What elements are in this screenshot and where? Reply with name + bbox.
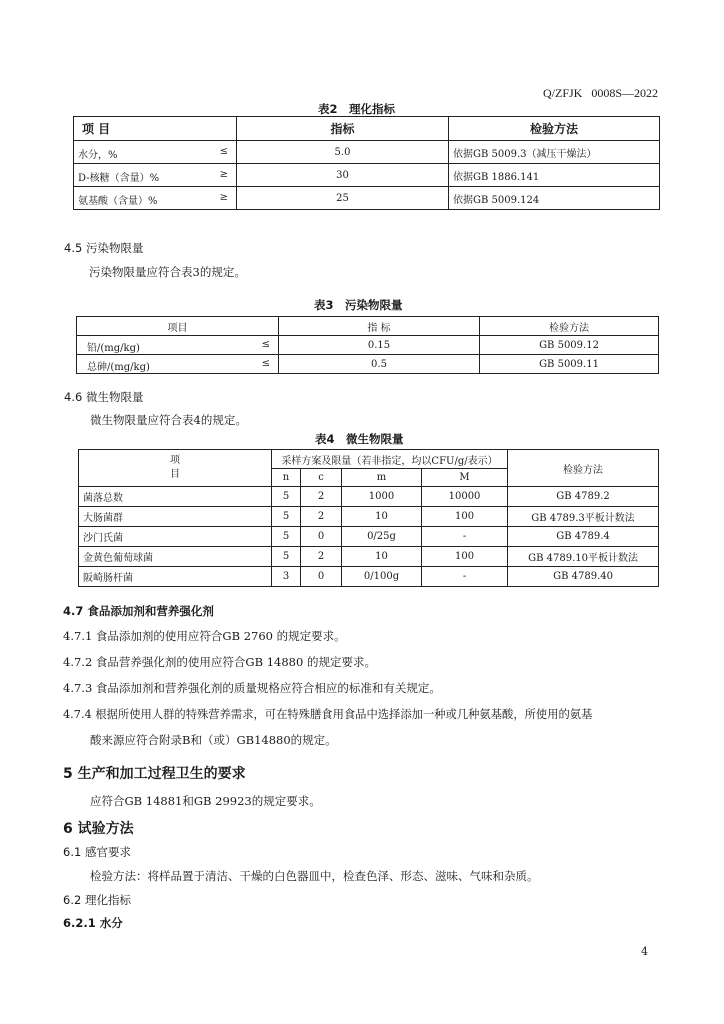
table4-item: 菌落总数 [79,487,272,507]
table4-c: 0 [301,527,342,547]
table4-m: 0/100g [342,567,422,587]
table2-caption: 表2 理化指标 [318,102,396,116]
section-4-6-text: 微生物限量应符合表4的规定。 [90,413,247,427]
table4-item: 金黄色葡萄球菌 [79,547,272,567]
table2-item: D-核糖（含量）% [78,173,160,184]
table2-header-method: 检验方法 [449,117,660,141]
table4-c: 2 [301,547,342,567]
table4-c: 2 [301,487,342,507]
table2-item-cell [74,141,237,164]
table2-header-value: 指标 [237,117,449,141]
section-4-7-3: 4.7.3 食品添加剂和营养强化剂的质量规格应符合相应的标准和有关规定。 [63,681,441,695]
table2-method: 依据GB 5009.124 [449,187,660,210]
table4-M: 100 [422,507,508,527]
table3-value: 0.15 [279,336,480,355]
table-row [74,187,660,210]
table-row [74,141,660,164]
section-6-1-text: 检验方法：将样品置于清洁、干燥的白色器皿中，检查色泽、形态、滋味、气味和杂质。 [90,869,539,883]
table2-item: 水分，% [78,150,118,161]
table4-M: 100 [422,547,508,567]
table-row [77,355,659,374]
table-row [79,487,659,507]
section-4-7-4-line1: 4.7.4 根据所使用人群的特殊营养需求，可在特殊膳食用食品中选择添加一种或几种氨基酸，所使用的氨基 [63,708,593,721]
table3-method: GB 5009.11 [480,355,659,374]
table2 [73,116,660,210]
table2-item: 氨基酸（含量）% [78,196,158,207]
table4-m: 1000 [342,487,422,507]
table4-header-sampling: 采样方案及限量（若非指定，均以CFU/g/表示） [272,450,508,469]
table3-header-row [77,317,659,336]
table4-header-M: M [422,469,508,487]
table4-header-item [79,450,272,487]
table4-header-c: c [301,469,342,487]
table-row [74,164,660,187]
section-4-7-2: 4.7.2 食品营养强化剂的使用应符合GB 14880 的规定要求。 [63,655,376,669]
table4-n: 5 [272,527,301,547]
table2-value: 5.0 [237,141,449,164]
table4-n: 5 [272,487,301,507]
table2-symbol: ≤ [219,146,228,157]
table4-header-item-1: 项 [170,455,180,466]
table-row [79,507,659,527]
table4-n: 3 [272,567,301,587]
table4-header-item-2: 目 [170,469,180,480]
section-4-7-title: 4.7 食品添加剂和营养强化剂 [63,604,214,618]
table3-item: 总砷/(mg/kg) [87,362,150,373]
table4-caption: 表4 微生物限量 [315,432,404,446]
table3-header-method: 检验方法 [480,317,659,336]
table-row [79,567,659,587]
table3-symbol: ≤ [261,339,270,350]
table4-item: 沙门氏菌 [79,527,272,547]
table2-symbol: ≥ [219,169,228,180]
table4-header-n: n [272,469,301,487]
section-4-6-title: 4.6 微生物限量 [64,390,144,404]
table3-header-item: 项目 [77,317,279,336]
section-6-2-1-title: 6.2.1 水分 [63,916,123,930]
section-5-text: 应符合GB 14881和GB 29923的规定要求。 [90,794,321,808]
table3-symbol: ≤ [261,358,270,369]
table-row [77,336,659,355]
table4-method: GB 4789.2 [508,487,659,507]
table4 [78,449,659,587]
table3-caption: 表3 污染物限量 [314,298,403,312]
section-6-2-title: 6.2 理化指标 [63,893,131,907]
table4-c: 2 [301,507,342,527]
table4-method: GB 4789.10平板计数法 [508,547,659,567]
table4-method: GB 4789.4 [508,527,659,547]
table4-item: 阪崎肠杆菌 [79,567,272,587]
section-5-title: 5 生产和加工过程卫生的要求 [63,766,246,782]
table3-method: GB 5009.12 [480,336,659,355]
table4-method: GB 4789.40 [508,567,659,587]
table2-header-row [74,117,660,141]
table3 [76,316,659,374]
page-number: 4 [641,945,648,958]
table2-method: 依据GB 1886.141 [449,164,660,187]
table3-item-cell [77,336,279,355]
table2-item-cell [74,164,237,187]
section-6-1-title: 6.1 感官要求 [63,845,131,859]
table4-item: 大肠菌群 [79,507,272,527]
table2-value: 30 [237,164,449,187]
table4-m: 10 [342,507,422,527]
document-id: Q/ZFJK 0008S—2022 [542,86,658,100]
table4-n: 5 [272,507,301,527]
table4-n: 5 [272,547,301,567]
table4-M: - [422,527,508,547]
section-4-5-title: 4.5 污染物限量 [64,241,144,255]
table3-item: 铅/(mg/kg) [87,343,140,354]
section-4-7-4-line2: 酸来源应符合附录B和（或）GB14880的规定。 [90,733,337,747]
table4-header-m: m [342,469,422,487]
table2-header-item: 项 目 [74,117,237,141]
table-row [79,527,659,547]
table4-method: GB 4789.3平板计数法 [508,507,659,527]
table-row [79,547,659,567]
table3-item-cell [77,355,279,374]
table2-symbol: ≥ [219,192,228,203]
table2-item-cell [74,187,237,210]
table2-value: 25 [237,187,449,210]
table3-header-value: 指 标 [279,317,480,336]
section-4-7-1: 4.7.1 食品添加剂的使用应符合GB 2760 的规定要求。 [63,629,346,643]
section-6-title: 6 试验方法 [63,821,134,837]
table4-M: 10000 [422,487,508,507]
table4-header-method: 检验方法 [508,450,659,487]
table2-method: 依据GB 5009.3（减压干燥法） [449,141,660,164]
table4-M: - [422,567,508,587]
table4-c: 0 [301,567,342,587]
section-4-5-text: 污染物限量应符合表3的规定。 [89,265,246,279]
table4-m: 0/25g [342,527,422,547]
table4-m: 10 [342,547,422,567]
table3-value: 0.5 [279,355,480,374]
table4-header-row [79,450,659,469]
